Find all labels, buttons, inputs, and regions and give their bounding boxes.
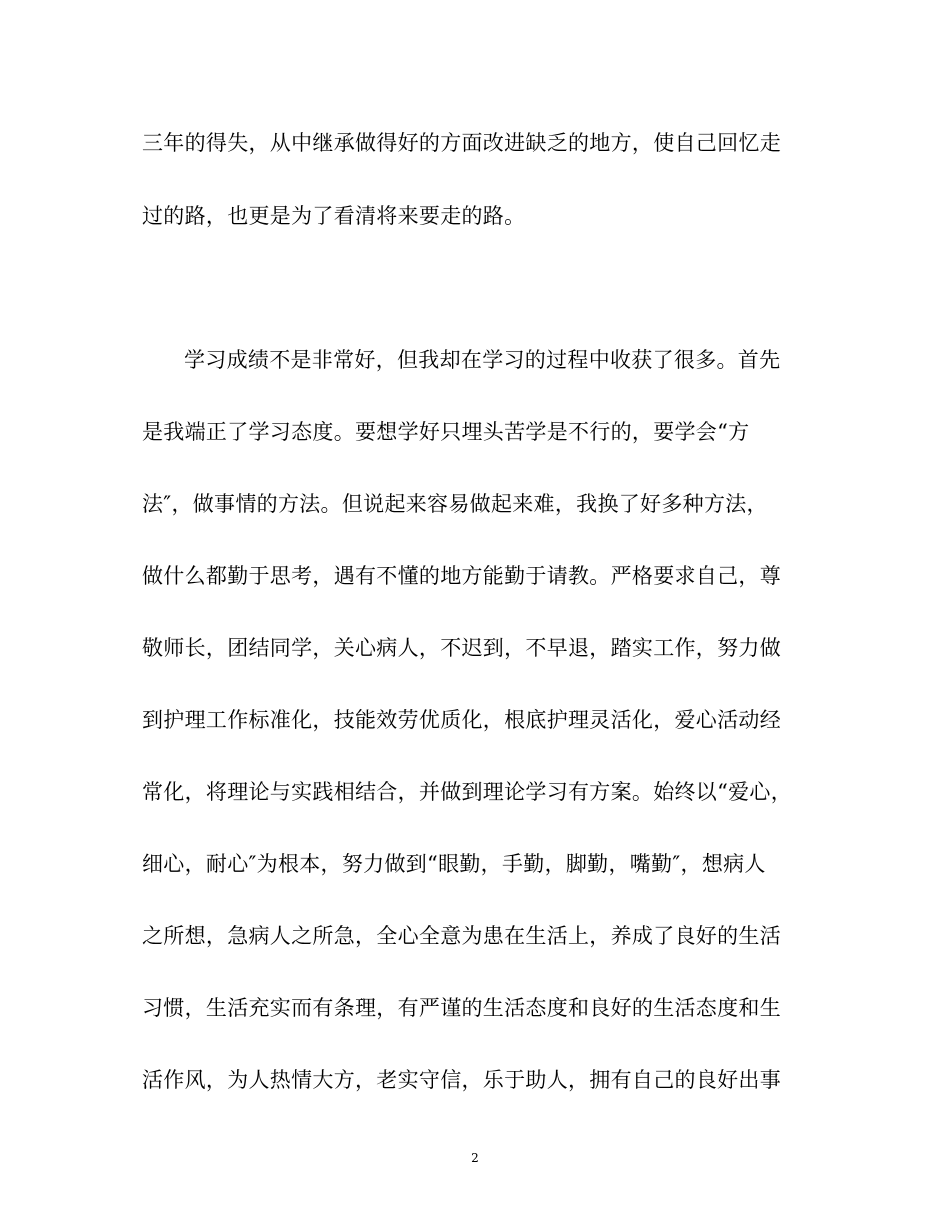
paragraph-2-line-8: 细心，耐心″为根本，努力做到“眼勤，手勤，脚勤，嘴勤″，想病人 — [142, 852, 766, 876]
paragraph-2-line-5: 敬师长，团结同学，关心病人，不迟到，不早退，踏实工作，努力做 — [142, 636, 781, 660]
paragraph-2-line-4: 做什么都勤于思考，遇有不懂的地方能勤于请教。严格要求自己，尊 — [142, 564, 781, 588]
paragraph-1-line-2: 过的路，也更是为了看清将来要走的路。 — [142, 204, 526, 228]
paragraph-2-line-2: 是我端正了学习态度。要想学好只埋头苦学是不行的，要学会“方 — [142, 420, 750, 444]
paragraph-1-line-1: 三年的得失，从中继承做得好的方面改进缺乏的地方，使自己回忆走 — [142, 131, 781, 155]
paragraph-2-line-6: 到护理工作标准化，技能效劳优质化，根底护理灵活化，爱心活动经 — [142, 708, 781, 732]
page-number: 2 — [471, 1151, 479, 1165]
paragraph-2-line-1: 学习成绩不是非常好，但我却在学习的过程中收获了很多。首先 — [184, 348, 781, 372]
paragraph-2-line-9: 之所想，急病人之所急，全心全意为患在生活上，养成了良好的生活 — [142, 924, 781, 948]
paragraph-2-line-3: 法″，做事情的方法。但说起来容易做起来难，我换了好多种方法， — [142, 492, 768, 516]
paragraph-2-line-7: 常化，将理论与实践相结合，并做到理论学习有方案。始终以“爱心， — [142, 780, 793, 804]
paragraph-2-line-11: 活作风，为人热情大方，老实守信，乐于助人，拥有自己的良好出事 — [142, 1068, 781, 1092]
paragraph-2-line-10: 习惯，生活充实而有条理，有严谨的生活态度和良好的生活态度和生 — [142, 996, 781, 1020]
